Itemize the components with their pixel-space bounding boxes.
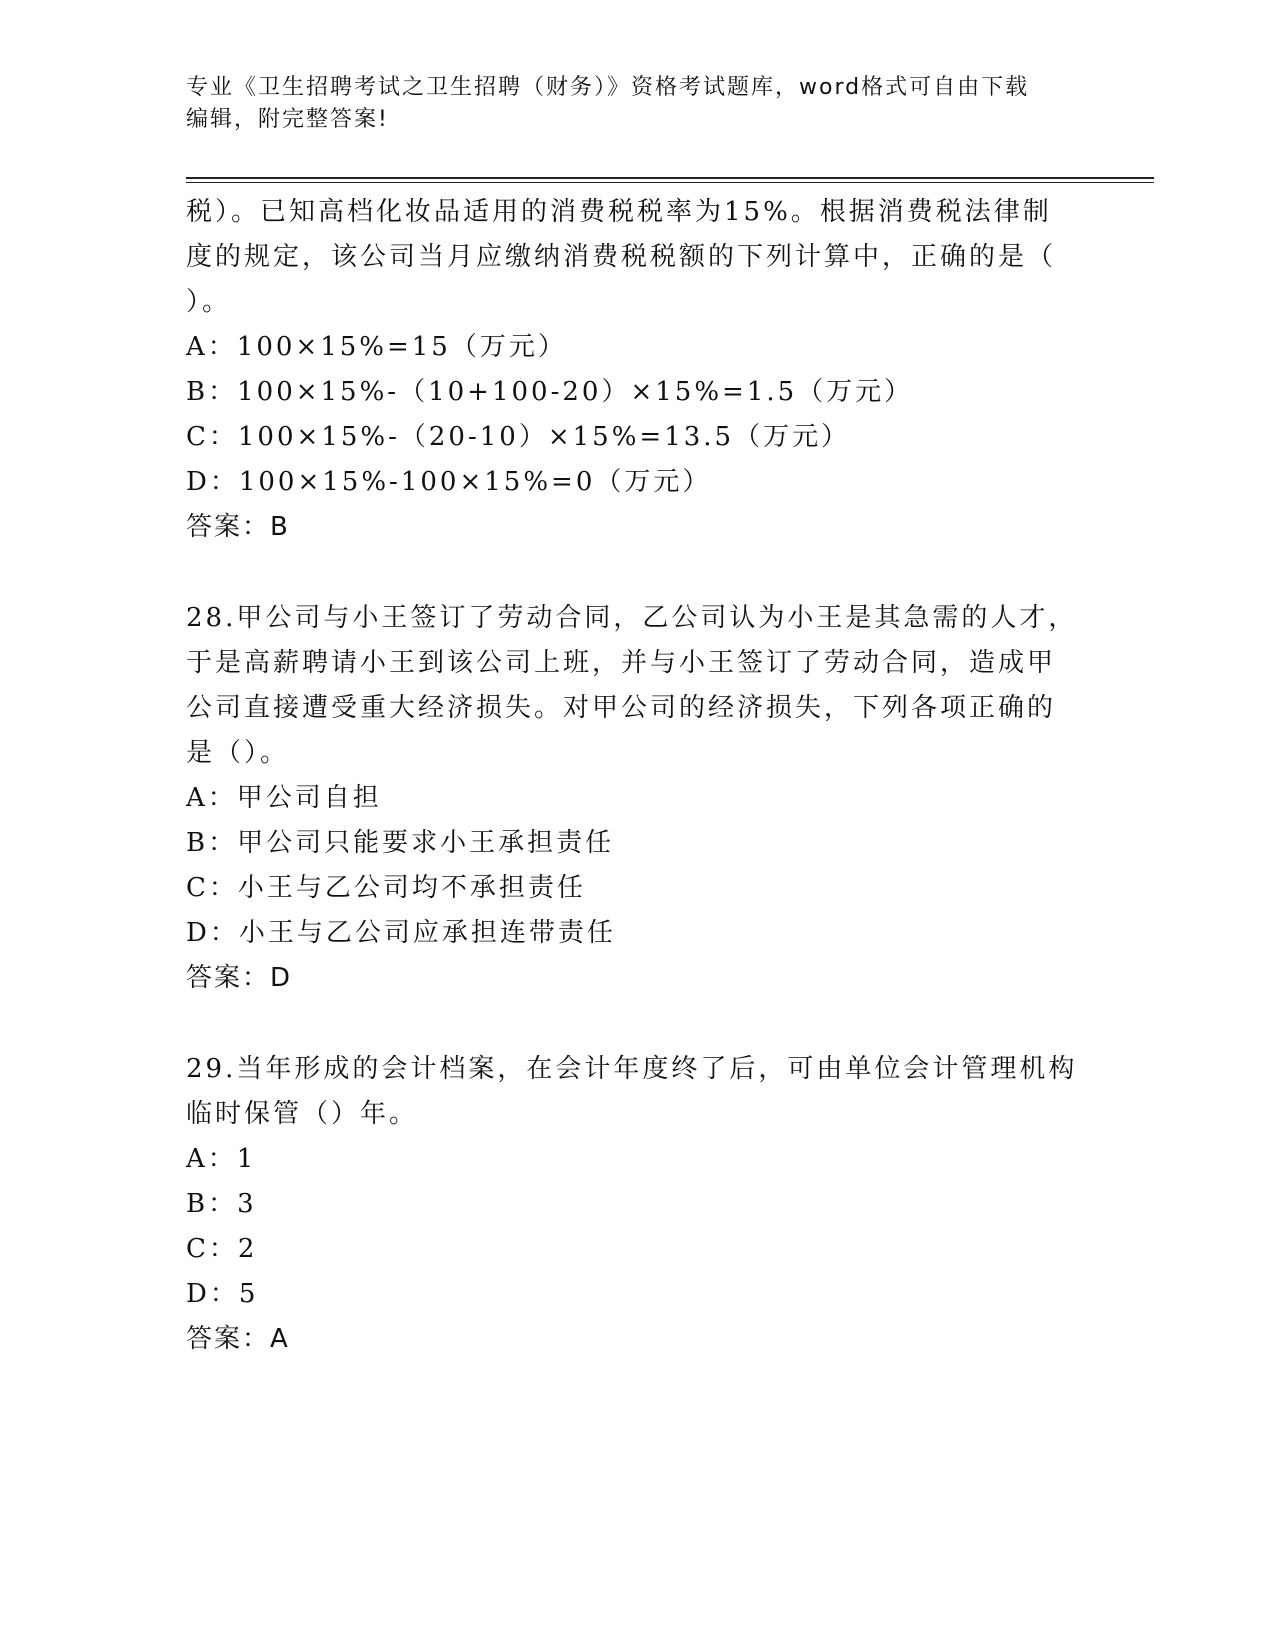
header-divider-thick <box>186 177 1154 179</box>
page-content <box>186 190 1086 1362</box>
question-27 <box>186 190 1086 550</box>
answer-label: 答案：A <box>186 1324 290 1354</box>
option-b: B：3 <box>186 1189 257 1219</box>
option-b: B：甲公司只能要求小王承担责任 <box>186 828 615 858</box>
option-d: D：5 <box>186 1279 259 1309</box>
option-d: D：小王与乙公司应承担连带责任 <box>186 918 616 948</box>
option-c: C：2 <box>186 1234 258 1264</box>
option-c: C：小王与乙公司均不承担责任 <box>186 873 586 903</box>
option-a: A：甲公司自担 <box>186 783 382 813</box>
option-b: B：100×15%-（10+100-20）×15%=1.5（万元） <box>186 377 914 407</box>
answer-label: 答案：B <box>186 512 290 542</box>
header-line-2: 编辑，附完整答案! <box>186 107 389 132</box>
option-d: D：100×15%-100×15%=0（万元） <box>186 467 712 497</box>
question-29 <box>186 1047 1086 1362</box>
question-stem-line: 是（）。 <box>186 738 290 768</box>
question-stem-line: ）。 <box>186 287 232 317</box>
option-a: A：100×15%=15（万元） <box>186 332 567 362</box>
question-28 <box>186 596 1086 1001</box>
question-stem-line: 临时保管（）年。 <box>186 1099 419 1129</box>
question-stem-line: 29.当年形成的会计档案，在会计年度终了后，可由单位会计管理机构 <box>186 1054 1078 1084</box>
page-header <box>186 72 1086 136</box>
header-divider-thin <box>186 182 1154 183</box>
question-stem-line: 度的规定，该公司当月应缴纳消费税税额的下列计算中，正确的是（ <box>186 242 1057 272</box>
question-stem-line: 公司直接遭受重大经济损失。对甲公司的经济损失，下列各项正确的 <box>186 693 1057 723</box>
question-stem-line: 于是高薪聘请小王到该公司上班，并与小王签订了劳动合同，造成甲 <box>186 648 1057 678</box>
header-line-1: 专业《卫生招聘考试之卫生招聘（财务）》资格考试题库，word格式可自由下载 <box>186 75 1030 100</box>
question-spacer <box>186 550 1086 596</box>
option-c: C：100×15%-（20-10）×15%=13.5（万元） <box>186 422 851 452</box>
question-stem-line: 28.甲公司与小王签订了劳动合同，乙公司认为小王是其急需的人才， <box>186 603 1078 633</box>
question-spacer <box>186 1001 1086 1047</box>
question-stem-line: 税）。已知高档化妆品适用的消费税税率为15%。根据消费税法律制 <box>186 197 1052 227</box>
answer-label: 答案：D <box>186 963 293 993</box>
option-a: A：1 <box>186 1144 257 1174</box>
